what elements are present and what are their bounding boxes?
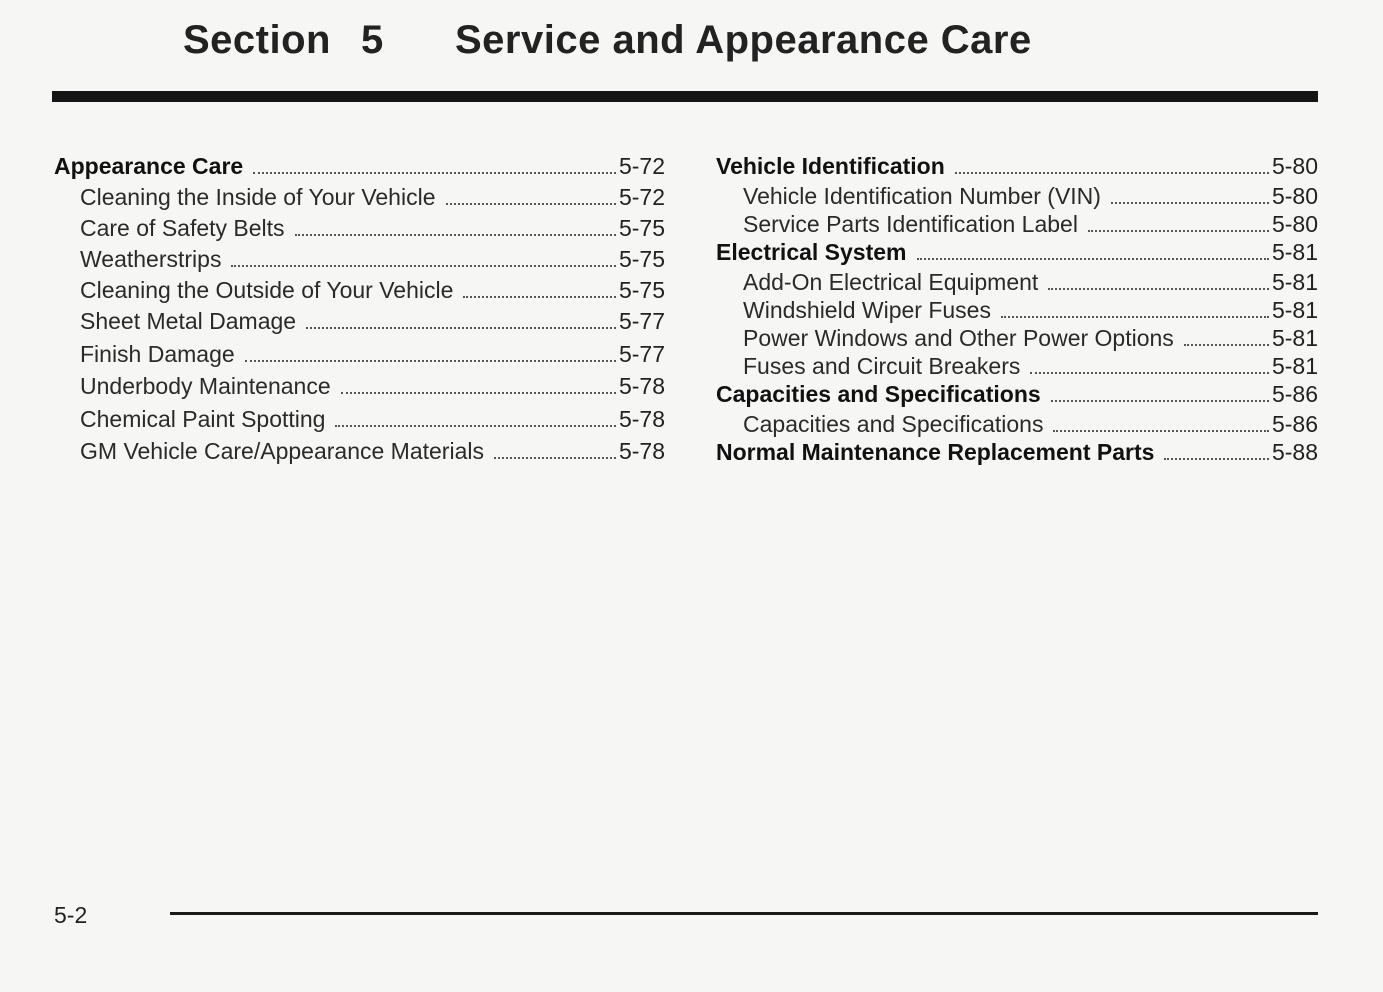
- toc-entry-page: 5-78: [618, 405, 665, 432]
- toc-entry-page: 5-78: [618, 438, 665, 464]
- toc-entry-label: Cleaning the Outside of Your Vehicle: [80, 277, 454, 303]
- section-number: 5: [361, 18, 384, 62]
- toc-entry-page: 5-78: [618, 373, 665, 399]
- toc-entry-page: 5-77: [618, 308, 665, 334]
- toc-entry-add-on-equipment[interactable]: [716, 269, 1318, 297]
- toc-entry-appearance-care[interactable]: [54, 153, 665, 184]
- section-title: Service and Appearance Care: [455, 18, 1032, 62]
- dot-leader: [231, 265, 615, 267]
- dot-leader: [306, 327, 616, 329]
- dot-leader: [1111, 202, 1269, 204]
- dot-leader: [1164, 458, 1269, 460]
- toc-right-column: [716, 153, 1318, 469]
- toc-entry-label: Chemical Paint Spotting: [80, 405, 326, 432]
- toc-entry-page: 5-75: [618, 215, 665, 241]
- dot-leader: [917, 258, 1269, 260]
- toc-entry-label: Sheet Metal Damage: [80, 308, 297, 334]
- dot-leader: [494, 457, 616, 459]
- toc-entry-page: 5-77: [618, 340, 665, 367]
- toc-entry-wiper-fuses[interactable]: [716, 297, 1318, 325]
- toc-entry-page: 5-75: [618, 246, 665, 272]
- page-number: 5-2: [54, 902, 88, 928]
- toc-entry-page: 5-80: [1271, 153, 1318, 179]
- toc-entry-gm-care-materials[interactable]: [54, 438, 665, 471]
- toc-entry-vehicle-identification[interactable]: [716, 153, 1318, 183]
- toc-entry-label: Capacities and Specifications: [743, 411, 1044, 437]
- dot-leader: [1088, 230, 1269, 232]
- toc-entry-page: 5-81: [1271, 353, 1318, 379]
- dot-leader: [955, 172, 1269, 174]
- toc-entry-label: Fuses and Circuit Breakers: [743, 353, 1021, 379]
- toc-entry-weatherstrips[interactable]: [54, 246, 665, 277]
- toc-entry-underbody-maintenance[interactable]: [54, 373, 665, 406]
- section-heading: [183, 18, 1283, 78]
- toc-entry-label: Vehicle Identification Number (VIN): [743, 183, 1101, 209]
- toc-entry-page: 5-86: [1271, 411, 1318, 437]
- toc-entry-chemical-paint-spotting[interactable]: [54, 406, 665, 439]
- toc-entry-label: Underbody Maintenance: [80, 373, 331, 399]
- dot-leader: [1048, 288, 1269, 290]
- toc-entry-page: 5-75: [618, 277, 665, 303]
- section-label: Section: [183, 18, 331, 62]
- toc-entry-label: Power Windows and Other Power Options: [743, 325, 1174, 351]
- toc-entry-label: Windshield Wiper Fuses: [743, 297, 991, 323]
- dot-leader: [1184, 344, 1269, 346]
- toc-entry-label: Normal Maintenance Replacement Parts: [716, 439, 1155, 465]
- dot-leader: [335, 425, 615, 427]
- toc-entry-sheet-metal-damage[interactable]: [54, 308, 665, 341]
- toc-entry-finish-damage[interactable]: [54, 341, 665, 374]
- toc-entry-label: Weatherstrips: [80, 246, 222, 272]
- toc-entry-label: Appearance Care: [54, 153, 244, 179]
- toc-entry-cleaning-inside[interactable]: [54, 184, 665, 215]
- dot-leader: [1051, 400, 1269, 402]
- toc-entry-safety-belts[interactable]: [54, 215, 665, 246]
- dot-leader: [1053, 430, 1269, 432]
- toc-entry-page: 5-72: [618, 153, 665, 179]
- toc-entry-label: Vehicle Identification: [716, 153, 945, 179]
- toc-entry-page: 5-86: [1271, 381, 1318, 407]
- dot-leader: [1030, 372, 1269, 374]
- dot-leader: [295, 234, 616, 236]
- dot-leader: [446, 203, 616, 205]
- toc-entry-page: 5-80: [1271, 211, 1318, 237]
- dot-leader: [1001, 316, 1269, 318]
- toc-entry-page: 5-72: [618, 184, 665, 210]
- toc-left-column: [54, 153, 665, 471]
- dot-leader: [245, 360, 616, 362]
- dot-leader: [253, 172, 616, 174]
- toc-entry-label: Capacities and Specifications: [716, 381, 1041, 407]
- toc-entry-page: 5-81: [1271, 239, 1318, 265]
- toc-entry-service-parts-label[interactable]: [716, 211, 1318, 239]
- toc-entry-page: 5-80: [1271, 183, 1318, 209]
- dot-leader: [341, 392, 616, 394]
- toc-entry-label: Add-On Electrical Equipment: [743, 269, 1039, 295]
- toc-entry-page: 5-88: [1271, 439, 1318, 465]
- toc-entry-capacities-specs[interactable]: [716, 381, 1318, 411]
- toc-entry-label: Finish Damage: [80, 340, 235, 367]
- toc-entry-replacement-parts[interactable]: [716, 439, 1318, 469]
- toc-entry-vin[interactable]: [716, 183, 1318, 211]
- toc-entry-fuses-breakers[interactable]: [716, 353, 1318, 381]
- toc-entry-cleaning-outside[interactable]: [54, 277, 665, 308]
- toc-entry-label: Service Parts Identification Label: [743, 211, 1078, 237]
- toc-entry-label: GM Vehicle Care/Appearance Materials: [80, 438, 484, 464]
- footer-rule: [170, 912, 1318, 915]
- toc-entry-page: 5-81: [1271, 325, 1318, 351]
- toc-entry-capacities-specs-sub[interactable]: [716, 411, 1318, 439]
- toc-entry-power-windows[interactable]: [716, 325, 1318, 353]
- toc-entry-electrical-system[interactable]: [716, 239, 1318, 269]
- dot-leader: [463, 296, 616, 298]
- toc-entry-page: 5-81: [1271, 269, 1318, 295]
- toc-entry-page: 5-81: [1271, 297, 1318, 323]
- toc-entry-label: Care of Safety Belts: [80, 215, 285, 241]
- toc-entry-label: Electrical System: [716, 239, 907, 265]
- heading-rule: [52, 91, 1318, 102]
- toc-entry-label: Cleaning the Inside of Your Vehicle: [80, 184, 436, 210]
